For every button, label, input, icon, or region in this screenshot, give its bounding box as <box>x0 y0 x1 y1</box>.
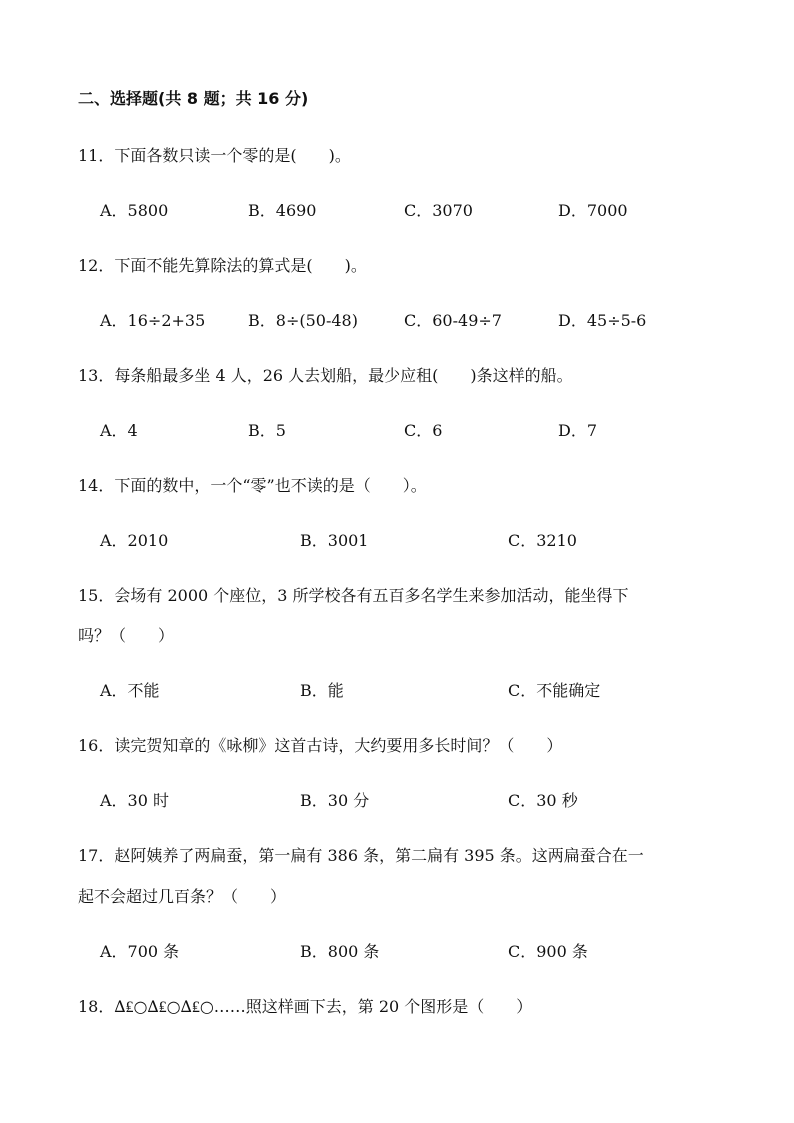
option-c[interactable]: C．3070 <box>404 201 473 220</box>
question-text: 读完贺知章的《咏柳》这首古诗，大约要用多长时间？（ ） <box>114 736 563 755</box>
question-number: 12． <box>78 256 115 275</box>
question-number: 17． <box>78 846 115 865</box>
question-number: 11． <box>78 146 115 165</box>
question-number: 14． <box>78 476 115 495</box>
option-d[interactable]: D．7000 <box>558 201 628 220</box>
option-b[interactable]: B．30 分 <box>300 791 370 810</box>
question-text: 下面的数中，一个“零”也不读的是（ ）。 <box>114 476 427 495</box>
question-18 <box>78 994 532 1017</box>
option-b[interactable]: B．4690 <box>248 201 317 220</box>
question-text: 赵阿姨养了两扁蚕，第一扁有 386 条，第二扁有 395 条。这两扁蚕合在一 <box>114 846 644 865</box>
question-15-line2: 吗？（ ） <box>78 626 175 645</box>
option-c[interactable]: C．3210 <box>508 531 577 550</box>
option-b[interactable]: B．5 <box>248 421 286 440</box>
option-a[interactable]: A．不能 <box>100 681 160 700</box>
question-17-line2: 起不会超过几百条？（ ） <box>78 887 287 906</box>
question-text: 会场有 2000 个座位，3 所学校各有五百多名学生来参加活动，能坐得下 <box>114 586 629 605</box>
option-c[interactable]: C．900 条 <box>508 942 588 961</box>
option-c[interactable]: C．不能确定 <box>508 681 601 700</box>
option-d[interactable]: D．7 <box>558 421 598 440</box>
option-a[interactable]: A．2010 <box>100 531 169 550</box>
question-13 <box>78 363 573 386</box>
question-text: 下面不能先算除法的算式是( )。 <box>114 256 367 275</box>
option-d[interactable]: D．45÷5-6 <box>558 311 647 330</box>
question-17 <box>78 843 644 866</box>
question-11 <box>78 143 351 166</box>
question-number: 15． <box>78 586 115 605</box>
option-a[interactable]: A．700 条 <box>100 942 180 961</box>
option-b[interactable]: B．能 <box>300 681 344 700</box>
question-number: 16． <box>78 736 115 755</box>
question-14 <box>78 473 427 496</box>
option-c[interactable]: C．6 <box>404 421 443 440</box>
option-b[interactable]: B．3001 <box>300 531 369 550</box>
option-a[interactable]: A．5800 <box>100 201 169 220</box>
question-15 <box>78 583 629 606</box>
question-16 <box>78 733 562 756</box>
section-title: 二、选择题(共 8 题；共 16 分) <box>78 89 309 108</box>
question-number: 13． <box>78 366 115 385</box>
option-a[interactable]: A．16÷2+35 <box>100 311 206 330</box>
question-12 <box>78 253 367 276</box>
option-c[interactable]: C．30 秒 <box>508 791 578 810</box>
option-a[interactable]: A．4 <box>100 421 138 440</box>
option-b[interactable]: B．8÷(50-48) <box>248 311 358 330</box>
question-text: 每条船最多坐 4 人，26 人去划船，最少应租( )条这样的船。 <box>114 366 573 385</box>
option-a[interactable]: A．30 时 <box>100 791 170 810</box>
question-text: 下面各数只读一个零的是( )。 <box>114 146 351 165</box>
question-text: ∆₤○∆₤○∆₤○……照这样画下去，第 20 个图形是（ ） <box>114 997 533 1016</box>
question-number: 18． <box>78 997 115 1016</box>
option-c[interactable]: C．60-49÷7 <box>404 311 502 330</box>
option-b[interactable]: B．800 条 <box>300 942 380 961</box>
